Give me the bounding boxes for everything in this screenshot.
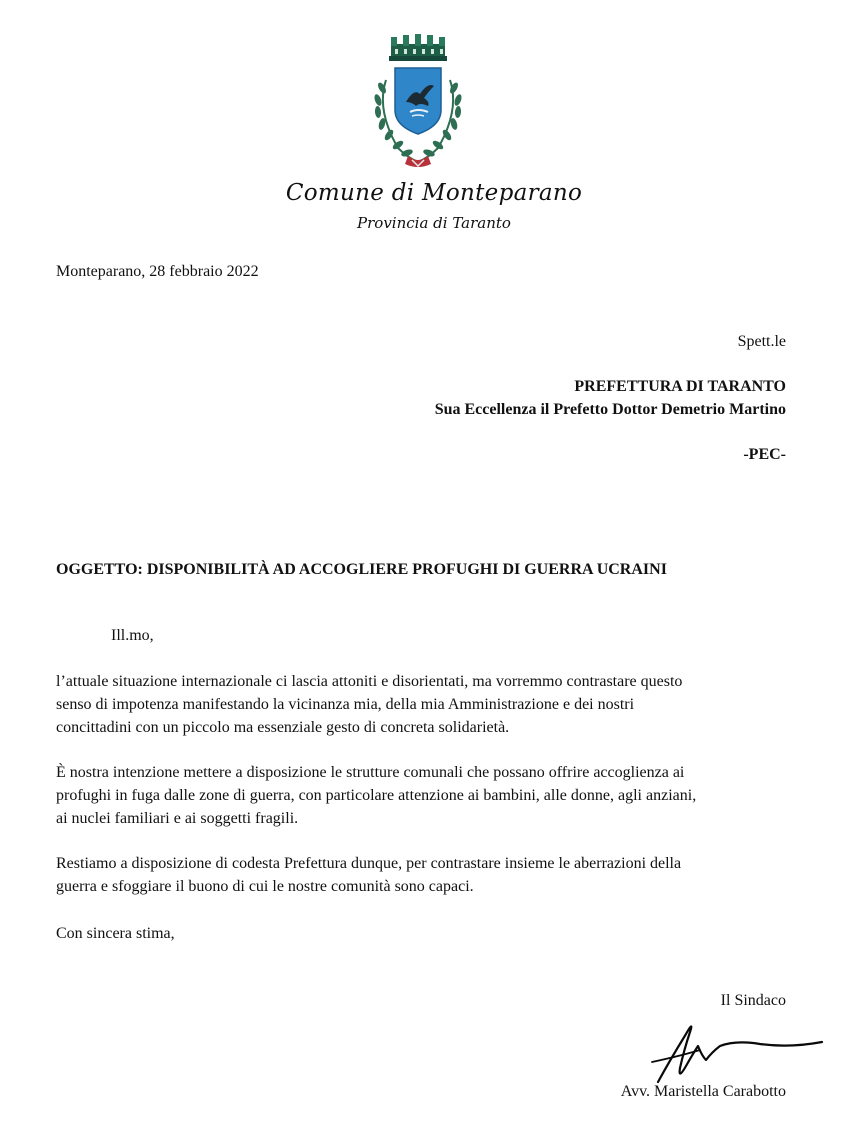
recipient-prefix: Spett.le — [737, 333, 786, 350]
recipient-channel: -PEC- — [743, 446, 786, 463]
signer-name: Avv. Maristella Carabotto — [620, 1083, 786, 1100]
paragraph-line: concittadini con un piccolo ma essenziale gesto di concreta solidarietà. — [56, 719, 510, 736]
body-paragraph-1 — [56, 670, 796, 739]
recipient-line-1: PREFETTURA DI TARANTO — [574, 378, 786, 395]
salutation: Ill.mo, — [111, 627, 154, 644]
handwritten-signature — [640, 1010, 830, 1090]
paragraph-line: ai nuclei familiari e ai soggetti fragili. — [56, 810, 299, 827]
province-name: Provincia di Taranto — [357, 214, 511, 232]
paragraph-line: profughi in fuga dalle zone di guerra, con particolare attenzione ai bambini, alle donne, agli anziani, — [56, 787, 697, 804]
closing-line: Con sincera stima, — [56, 925, 175, 942]
body-paragraph-2 — [56, 761, 796, 830]
body-paragraph-3 — [56, 852, 796, 898]
recipient-line-2: Sua Eccellenza il Prefetto Dottor Demetrio Martino — [434, 401, 786, 418]
paragraph-line: guerra e sfoggiare il buono di cui le nostre comunità sono capaci. — [56, 878, 474, 895]
coat-of-arms-icon — [358, 30, 478, 170]
paragraph-line: È nostra intenzione mettere a disposizione le strutture comunali che possano offrire accoglienza ai — [56, 764, 685, 781]
paragraph-line: senso di impotenza manifestando la vicinanza mia, della mia Amministrazione e dei nostri — [56, 696, 635, 713]
comune-name: Comune di Monteparano — [285, 180, 583, 206]
date-line: Monteparano, 28 febbraio 2022 — [56, 263, 259, 280]
subject-line: OGGETTO: DISPONIBILITÀ AD ACCOGLIERE PROFUGHI DI GUERRA UCRAINI — [56, 561, 667, 578]
paragraph-line: Restiamo a disposizione di codesta Prefettura dunque, per contrastare insieme le aberrazioni della — [56, 855, 682, 872]
signer-title: Il Sindaco — [720, 992, 786, 1009]
paragraph-line: l’attuale situazione internazionale ci lascia attoniti e disorientati, ma vorremmo contrastare questo — [56, 673, 683, 690]
recipient-block — [435, 375, 786, 421]
